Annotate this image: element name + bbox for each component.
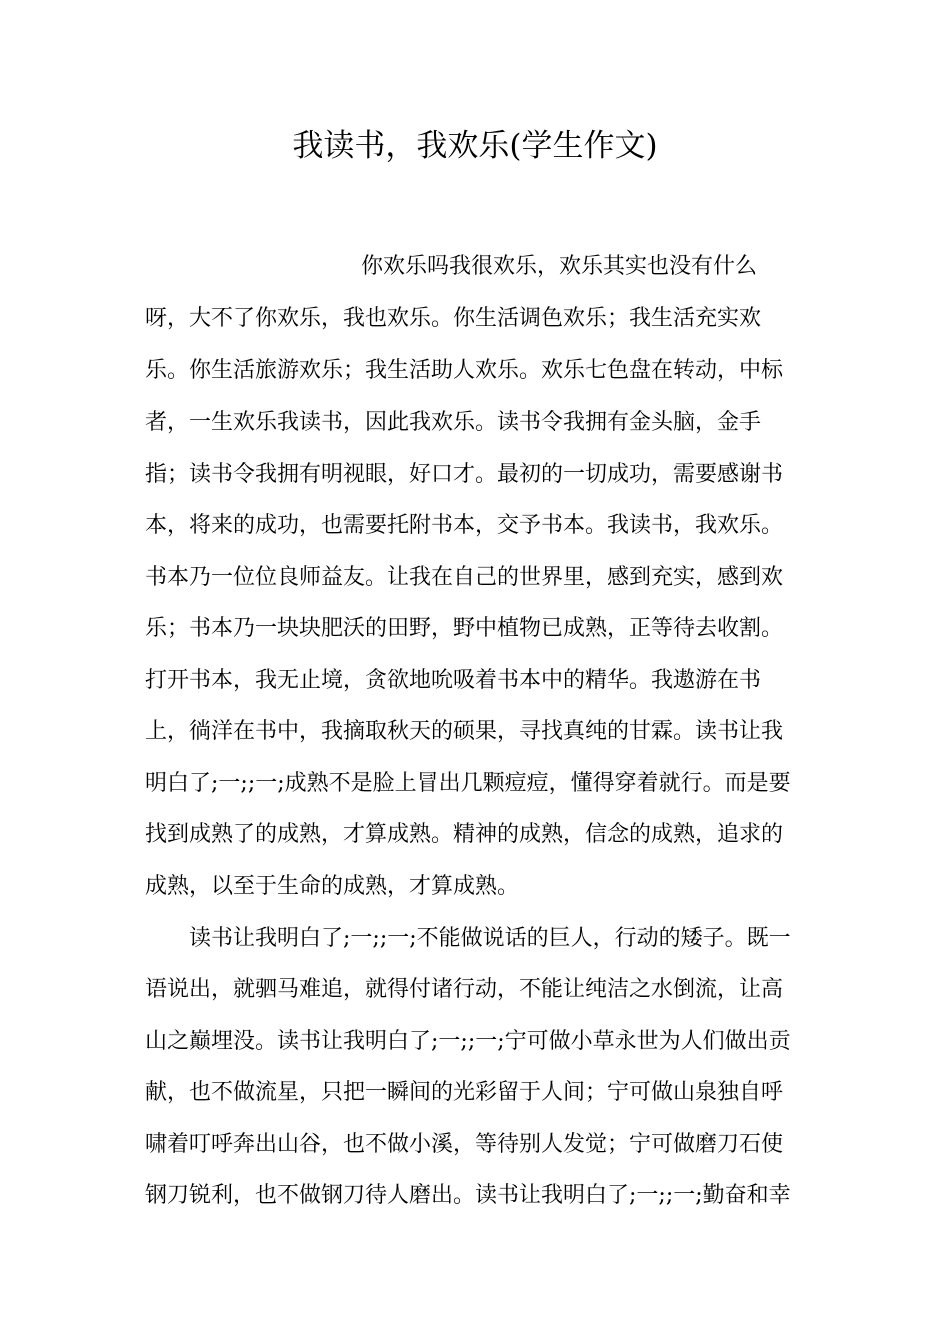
- paragraph-line: 啸着叮呼奔出山谷，也不做小溪，等待别人发觉；宁可做磨刀石使: [145, 1132, 784, 1157]
- paragraph-line: 读书让我明白了;一;;一;不能做说话的巨人，行动的矮子。既一: [189, 926, 791, 951]
- paragraph-line: 成熟，以至于生命的成熟，才算成熟。: [145, 874, 520, 899]
- paragraph-line: 山之巅埋没。读书让我明白了;一;;一;宁可做小草永世为人们做出贡: [145, 1029, 791, 1054]
- document-title: 我读书，我欢乐(学生作文): [292, 128, 658, 164]
- paragraph-line: 呀，大不了你欢乐，我也欢乐。你生活调色欢乐；我生活充实欢: [145, 306, 762, 331]
- paragraph-line: 本，将来的成功，也需要托附书本，交予书本。我读书，我欢乐。: [145, 513, 784, 538]
- paragraph-line: 语说出，就驷马难追，就得付诸行动，不能让纯洁之水倒流，让高: [145, 977, 784, 1002]
- paragraph-line: 指；读书令我拥有明视眼，好口才。最初的一切成功，需要感谢书: [145, 462, 784, 487]
- paragraph-line: 书本乃一位位良师益友。让我在自己的世界里，感到充实，感到欢: [145, 565, 784, 590]
- paragraph-line: 明白了;一;;一;成熟不是脸上冒出几颗痘痘，懂得穿着就行。而是要: [145, 771, 791, 796]
- paragraph-line: 乐；书本乃一块块肥沃的田野，野中植物已成熟，正等待去收割。: [145, 616, 784, 641]
- paragraph-line: 钢刀锐利，也不做钢刀待人磨出。读书让我明白了;一;;一;勤奋和幸: [145, 1183, 791, 1208]
- paragraph-line: 乐。你生活旅游欢乐；我生活助人欢乐。欢乐七色盘在转动，中标: [145, 358, 784, 383]
- paragraph-line: 献，也不做流星，只把一瞬间的光彩留于人间；宁可做山泉独自呼: [145, 1080, 784, 1105]
- paragraph-line: 找到成熟了的成熟，才算成熟。精神的成熟，信念的成熟，追求的: [145, 822, 784, 847]
- paragraph-line: 上，徜洋在书中，我摘取秋天的硕果，寻找真纯的甘霖。读书让我: [145, 719, 784, 744]
- paragraph-line: 你欢乐吗我很欢乐，欢乐其实也没有什么: [361, 254, 758, 279]
- paragraph-line: 者，一生欢乐我读书，因此我欢乐。读书令我拥有金头脑，金手: [145, 410, 762, 435]
- paragraph-line: 打开书本，我无止境，贪欲地吮吸着书本中的精华。我遨游在书: [145, 668, 762, 693]
